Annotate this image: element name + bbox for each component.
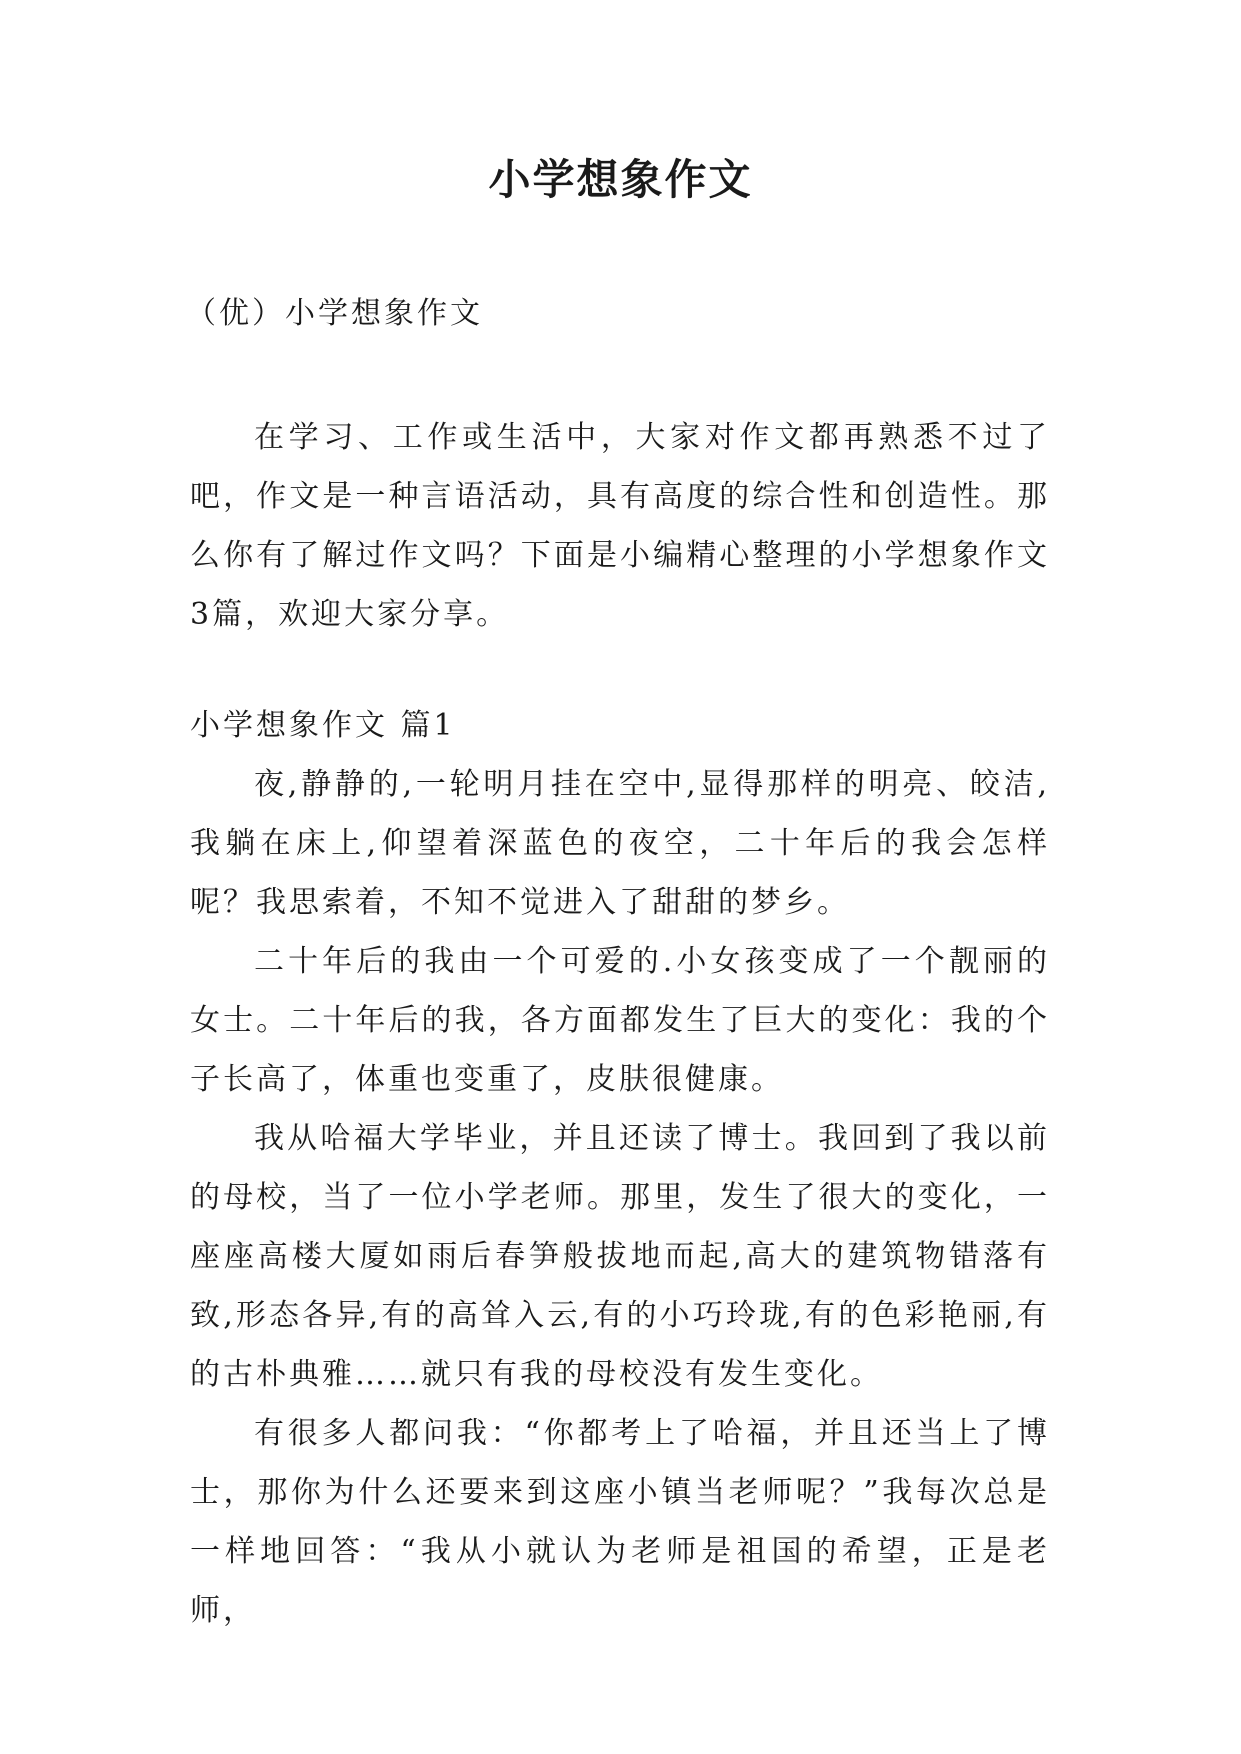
body-paragraph-2: 二十年后的我由一个可爱的.小女孩变成了一个靓丽的女士。二十年后的我，各方面都发生了巨大的变化：我的个子长高了，体重也变重了，皮肤很健康。 — [190, 944, 1050, 1097]
body-paragraph-3: 我从哈福大学毕业，并且还读了博士。我回到了我以前的母校，当了一位小学老师。那里，发生了很大的变化，一座座高楼大厦如雨后春笋般拔地而起,高大的建筑物错落有致,形态各异,有的高耸入云,有的小巧玲珑,有的色彩艳丽,有的古朴典雅……就只有我的母校没有发生变化。 — [190, 1121, 1050, 1392]
page-title: 小学想象作文 — [488, 155, 753, 204]
section-heading: 小学想象作文 篇1 — [190, 708, 456, 743]
body-paragraph-1: 夜,静静的,一轮明月挂在空中,显得那样的明亮、皎洁,我躺在床上,仰望着深蓝色的夜空，二十年后的我会怎样呢？我思索着，不知不觉进入了甜甜的梦乡。 — [190, 767, 1050, 920]
document-subtitle: （优）小学想象作文 — [186, 296, 483, 331]
body-paragraph-4: 有很多人都问我：“你都考上了哈福，并且还当上了博士，那你为什么还要来到这座小镇当老师呢？”我每次总是一样地回答：“我从小就认为老师是祖国的希望，正是老师， — [190, 1416, 1050, 1628]
intro-block — [190, 408, 1050, 644]
intro-paragraph: 在学习、工作或生活中，大家对作文都再熟悉不过了吧，作文是一种言语活动，具有高度的综合性和创造性。那么你有了解过作文吗？下面是小编精心整理的小学想象作文3篇，欢迎大家分享。 — [190, 420, 1050, 632]
section-1 — [190, 696, 1050, 1640]
